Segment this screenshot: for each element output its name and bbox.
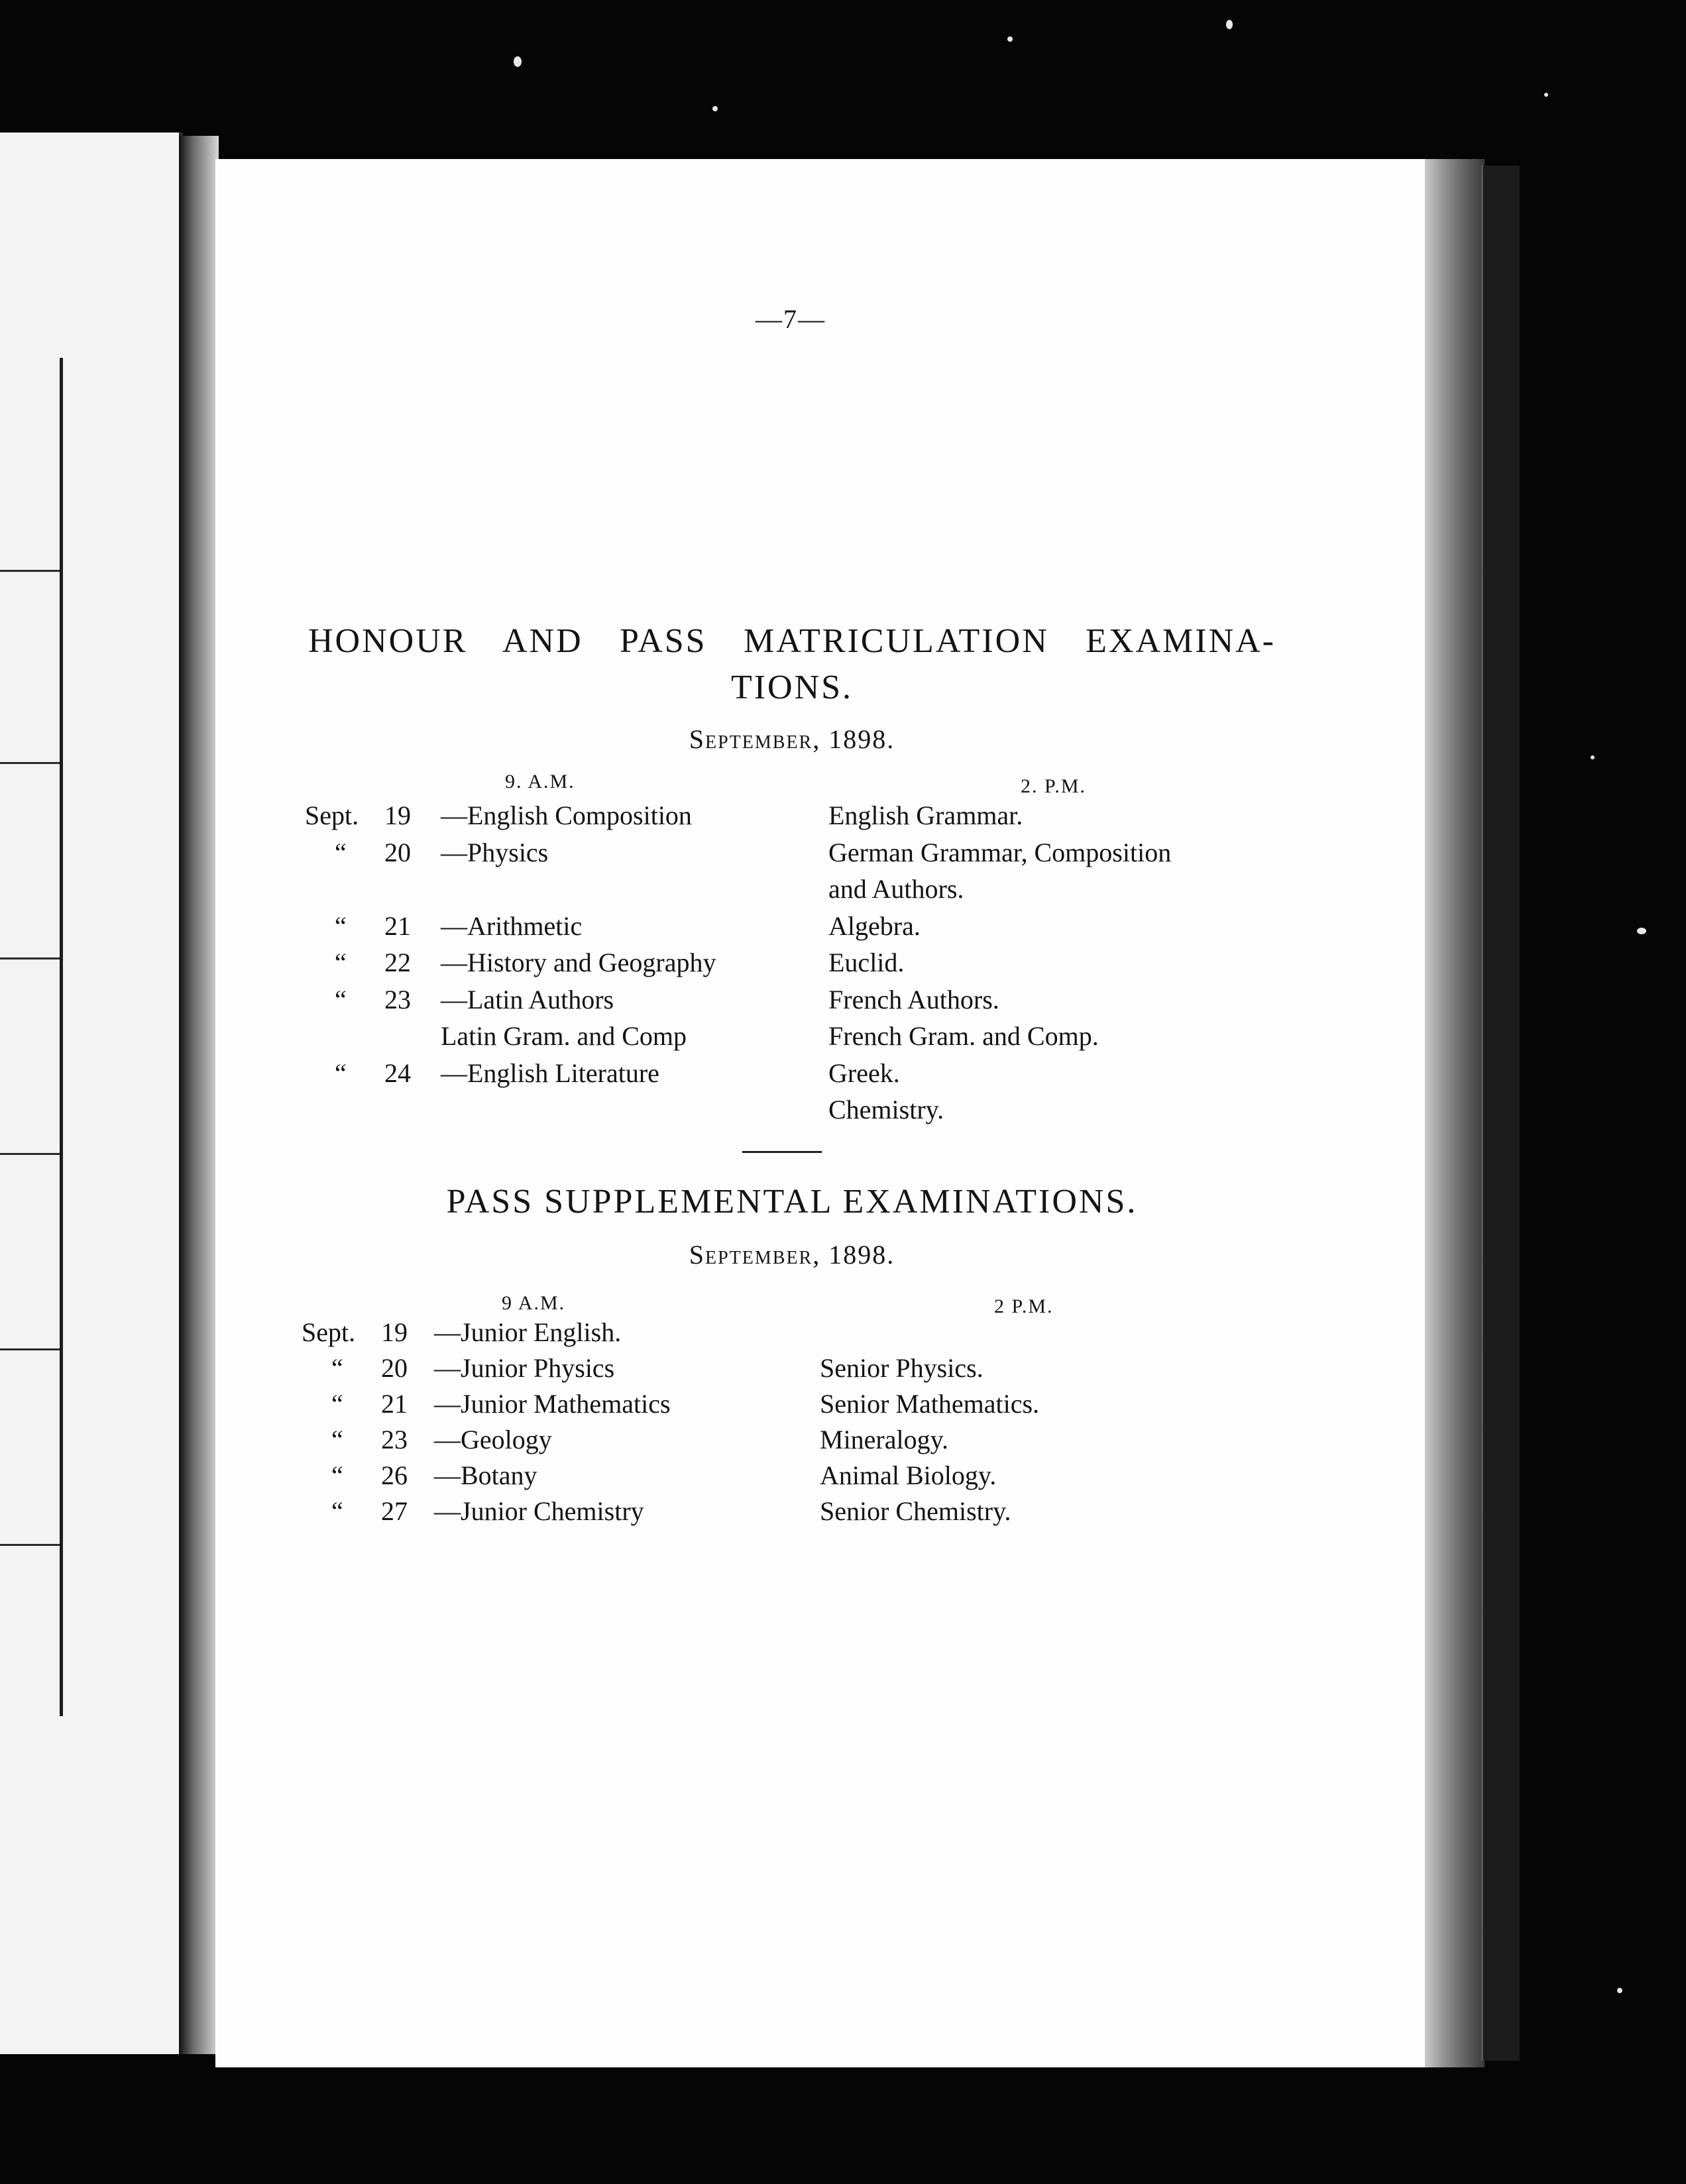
morning-subject: —History and Geography xyxy=(441,948,716,977)
schedule-row xyxy=(305,946,1272,980)
section2-pm-label: 2 P.M. xyxy=(994,1295,1054,1317)
morning-subject: —Junior Physics xyxy=(434,1353,615,1383)
day-number: 20 xyxy=(384,837,411,867)
ditto-mark: “ xyxy=(335,984,347,1014)
morning-subject: —Botany xyxy=(434,1460,537,1490)
ditto-mark: “ xyxy=(335,910,347,941)
month-label: Sept. xyxy=(302,1317,356,1347)
schedule-row xyxy=(305,909,1272,944)
afternoon-subject: and Authors. xyxy=(828,874,964,904)
morning-subject: —Junior English. xyxy=(434,1317,622,1347)
section-divider xyxy=(742,1151,822,1153)
section2-am-label: 9 A.M. xyxy=(502,1292,566,1314)
schedule-row xyxy=(305,836,1272,870)
day-number: 23 xyxy=(381,1425,408,1454)
previous-page-tick xyxy=(0,1153,60,1155)
previous-page-tick xyxy=(0,957,60,959)
morning-subject: —Geology xyxy=(434,1425,552,1454)
ditto-mark: “ xyxy=(335,1058,347,1088)
ditto-mark: “ xyxy=(331,1425,343,1454)
morning-subject: —English Literature xyxy=(441,1058,659,1088)
day-number: 20 xyxy=(381,1353,408,1383)
afternoon-subject: Algebra. xyxy=(828,910,921,941)
morning-subject: —Physics xyxy=(441,837,549,867)
ditto-mark: “ xyxy=(331,1389,343,1419)
book-gutter xyxy=(179,136,219,2054)
morning-subject: —Junior Mathematics xyxy=(434,1389,671,1419)
afternoon-subject: French Gram. and Comp. xyxy=(828,1021,1099,1051)
section1-date: September, 1898. xyxy=(689,724,895,754)
day-number: 19 xyxy=(381,1317,408,1347)
morning-subject: —Latin Authors xyxy=(441,984,614,1014)
section1-title-line2: TIONS. xyxy=(730,669,854,706)
day-number: 19 xyxy=(384,800,411,830)
section2-date: September, 1898. xyxy=(689,1240,895,1270)
schedule-row xyxy=(305,872,1272,906)
section1-pm-label: 2. P.M. xyxy=(1021,775,1087,797)
morning-subject: —English Composition xyxy=(441,800,692,830)
schedule-row xyxy=(305,798,1272,833)
afternoon-subject: Senior Mathematics. xyxy=(820,1389,1040,1419)
day-number: 23 xyxy=(384,984,411,1014)
schedule-row xyxy=(302,1315,1269,1350)
section1-title-line1: HONOUR AND PASS MATRICULATION EXAMINA- xyxy=(308,622,1276,660)
book-page-block xyxy=(1422,159,1485,2067)
ditto-mark: “ xyxy=(331,1353,343,1383)
previous-page-rule xyxy=(60,358,63,1716)
ditto-mark: “ xyxy=(331,1496,343,1526)
ditto-mark: “ xyxy=(331,1460,343,1490)
afternoon-subject: Chemistry. xyxy=(828,1095,944,1124)
previous-page-tick xyxy=(0,1348,60,1350)
book-cover-edge xyxy=(1481,166,1520,2061)
page-number: —7— xyxy=(756,304,826,334)
afternoon-subject: Senior Chemistry. xyxy=(820,1496,1011,1526)
schedule-row xyxy=(302,1423,1269,1457)
schedule-row xyxy=(305,1056,1272,1091)
schedule-row xyxy=(305,1019,1272,1054)
afternoon-subject: Animal Biology. xyxy=(820,1460,997,1490)
previous-page-tick xyxy=(0,1544,60,1546)
schedule-row xyxy=(305,1093,1272,1127)
day-number: 21 xyxy=(384,910,411,941)
previous-page-tick xyxy=(0,570,60,572)
section2-title: PASS SUPPLEMENTAL EXAMINATIONS. xyxy=(446,1183,1138,1221)
morning-subject: —Junior Chemistry xyxy=(434,1496,644,1526)
month-label: Sept. xyxy=(305,800,359,830)
afternoon-subject: Euclid. xyxy=(828,948,905,977)
day-number: 21 xyxy=(381,1389,408,1419)
schedule-row xyxy=(302,1494,1269,1529)
previous-page-tick xyxy=(0,762,60,764)
schedule-row xyxy=(302,1387,1269,1421)
afternoon-subject: German Grammar, Composition xyxy=(828,837,1172,867)
section1-am-label: 9. A.M. xyxy=(505,771,575,792)
ditto-mark: “ xyxy=(335,837,347,867)
day-number: 26 xyxy=(381,1460,408,1490)
morning-subject: Latin Gram. and Comp xyxy=(441,1021,687,1051)
day-number: 27 xyxy=(381,1496,408,1526)
schedule-row xyxy=(302,1458,1269,1493)
morning-subject: —Arithmetic xyxy=(441,910,583,941)
afternoon-subject: Mineralogy. xyxy=(820,1425,949,1454)
afternoon-subject: Greek. xyxy=(828,1058,900,1088)
afternoon-subject: Senior Physics. xyxy=(820,1353,984,1383)
schedule-row xyxy=(302,1351,1269,1386)
day-number: 22 xyxy=(384,948,411,977)
previous-page-edge xyxy=(0,133,183,2054)
ditto-mark: “ xyxy=(335,948,347,977)
day-number: 24 xyxy=(384,1058,411,1088)
schedule-row xyxy=(305,983,1272,1017)
afternoon-subject: English Grammar. xyxy=(828,800,1023,830)
afternoon-subject: French Authors. xyxy=(828,984,999,1014)
